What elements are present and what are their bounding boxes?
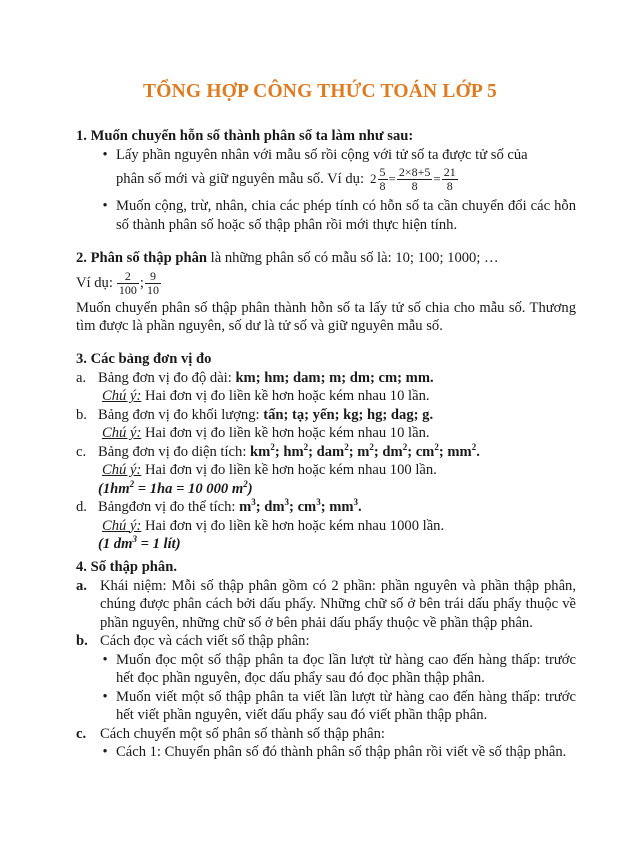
volume-units: $m^3$; $dm^3$; $cm^3$; $mm^3$. [239, 497, 362, 515]
s4-b-item2: Muốn viết một số thập phân ta viết lần lượt từ hàng cao đến hàng thấp: trước hết viết phần nguyên, viết dấu phẩy sau đó viết phần thập phân. [116, 688, 576, 723]
note: Chú ý: Hai đơn vị đo liền kề hơn hoặc kém nhau 10 lần. [102, 388, 430, 404]
example-label: Ví dụ: [76, 274, 113, 291]
section-2-heading: 2. Phân số thập phân [76, 250, 207, 266]
s4-a-text: Khái niệm: Mỗi số thập phân gồm có 2 phần: phần nguyên và phần thập phân, chúng được phân cách bởi dấu phẩy. Những chữ số ở bên trái dấu phẩy thuộc về phần nguyên, những chữ số ở bên phải dấu phẩy thuộc về phần thập phân. [100, 577, 576, 631]
list-item [76, 577, 576, 633]
area-units: $km^2$; $hm^2$; dam$^2$; $m^2$; $dm^2$; $cm^2$; $mm^2$. [250, 441, 480, 460]
fraction: $\frac{9}{10}$ [146, 268, 159, 297]
list-item [76, 725, 576, 744]
area-equation: ($1hm^2 = 1ha = 10$ 000 $m^2$) [98, 478, 253, 497]
section-2 [76, 249, 576, 336]
s4-c-text: Cách chuyển một số phân số thành số thập phân: [100, 725, 385, 742]
separator: ; [139, 274, 144, 291]
list-item [94, 146, 576, 194]
whole-part: 2 [370, 171, 377, 187]
list-item: b. Bảng đơn vị đo khối lượng: tấn; tạ; yến; kg; hg; dag; g. [76, 406, 434, 423]
list-label: b. [76, 406, 87, 423]
fraction: $\frac{2}{100}$ [118, 268, 137, 297]
section-4 [76, 558, 576, 762]
fraction: $\frac{2\times 8+5}{8}$ [398, 165, 431, 193]
list-label: c. [76, 725, 87, 742]
list-label: a. [76, 577, 87, 594]
list-item [76, 632, 576, 651]
section-2-heading-rest: là những phân số có mẫu số là: 10; 100; 1000; … [207, 250, 499, 266]
list-item: d. Bảngđơn vị đo thể tích: $m^3$; $dm^3$; $cm^3$; $mm^3$. [76, 497, 362, 515]
s2-example [76, 270, 576, 297]
equals-sign: = [433, 171, 441, 187]
s4-c-item1: Cách 1: Chuyển phân số đó thành phân số thập phân rồi viết về số thập phân. [116, 744, 567, 760]
page-title: TỔNG HỢP CÔNG THỨC TOÁN LỚP 5 [143, 81, 497, 102]
s1-b2: Muốn cộng, trừ, nhân, chia các phép tính có hỗn số ta cần chuyển đổi các hỗn số thành phân số hoặc số thập phân rồi mới thực hiện tính. [116, 198, 576, 233]
list-item [94, 651, 576, 688]
bullet-icon: • [102, 688, 108, 705]
s2-paragraph: Muốn chuyển phân số thập phân thành hỗn số ta lấy tử số chia cho mẫu số. Thương tìm được là phần nguyên, số dư là tử số và giữ nguyên mẫu số. [76, 299, 576, 334]
section-1-heading: 1. Muốn chuyển hỗn số thành phân số ta làm như sau: [76, 128, 414, 144]
bullet-icon: • [102, 744, 108, 760]
fraction: $\frac{5}{8}$ [379, 165, 386, 193]
bullet-icon: • [102, 146, 108, 163]
list-item: c. Bảng đơn vị đo diện tích: $km^2$; $hm^2$; dam$^2$; $m^2$; $dm^2$; $cm^2$; $mm^2$. [76, 441, 480, 460]
list-item [94, 688, 576, 725]
note-label: Chú ý: [102, 388, 142, 404]
list-item [94, 197, 576, 234]
volume-equation: (1 $dm^3 = 1$ lít) [98, 534, 181, 552]
mass-units: tấn; tạ; yến; kg; hg; dag; g. [263, 406, 434, 423]
section-3 [76, 350, 576, 554]
list-label: c. [76, 443, 87, 460]
section-1 [76, 127, 576, 234]
equals-sign: = [388, 171, 396, 187]
note: Chú ý: Hai đơn vị đo liền kề hơn hoặc kém nhau 100 lần. [102, 462, 437, 478]
note: Chú ý: Hai đơn vị đo liền kề hơn hoặc kém nhau 10 lần. [102, 425, 430, 441]
list-label: a. [76, 369, 87, 386]
note: Chú ý: Hai đơn vị đo liền kề hơn hoặc kém nhau 1000 lần. [102, 517, 445, 534]
bullet-icon: • [102, 198, 108, 214]
length-units: km; hm; dam; m; dm; cm; mm. [235, 369, 434, 386]
list-label: b. [76, 633, 88, 649]
section-4-heading: 4. Số thập phân. [76, 559, 177, 575]
s4-b-item1: Muốn đọc một số thập phân ta đọc lần lượt từ hàng cao đến hàng thấp: trước hết đọc phần nguyên, đọc dấu phẩy sau đó đọc phần thập phân. [116, 651, 576, 686]
s1-b1-line1: Lấy phần nguyên nhân với mẫu số rồi cộng với tử số ta được tử số của [116, 146, 528, 163]
section-3-heading: 3. Các bảng đơn vị đo [76, 351, 212, 367]
list-item: a. Bảng đơn vị đo độ dài: km; hm; dam; m; dm; cm; mm. [76, 369, 434, 386]
list-item [94, 743, 576, 762]
list-label: d. [76, 499, 87, 515]
s4-b-text: Cách đọc và cách viết số thập phân: [100, 633, 310, 649]
fraction: $\frac{21}{8}$ [443, 165, 456, 193]
s1-b1-line2: phân số mới và giữ nguyên mẫu số. Ví dụ: [116, 171, 365, 188]
bullet-icon: • [102, 651, 108, 668]
mixed-number-example [370, 166, 459, 193]
